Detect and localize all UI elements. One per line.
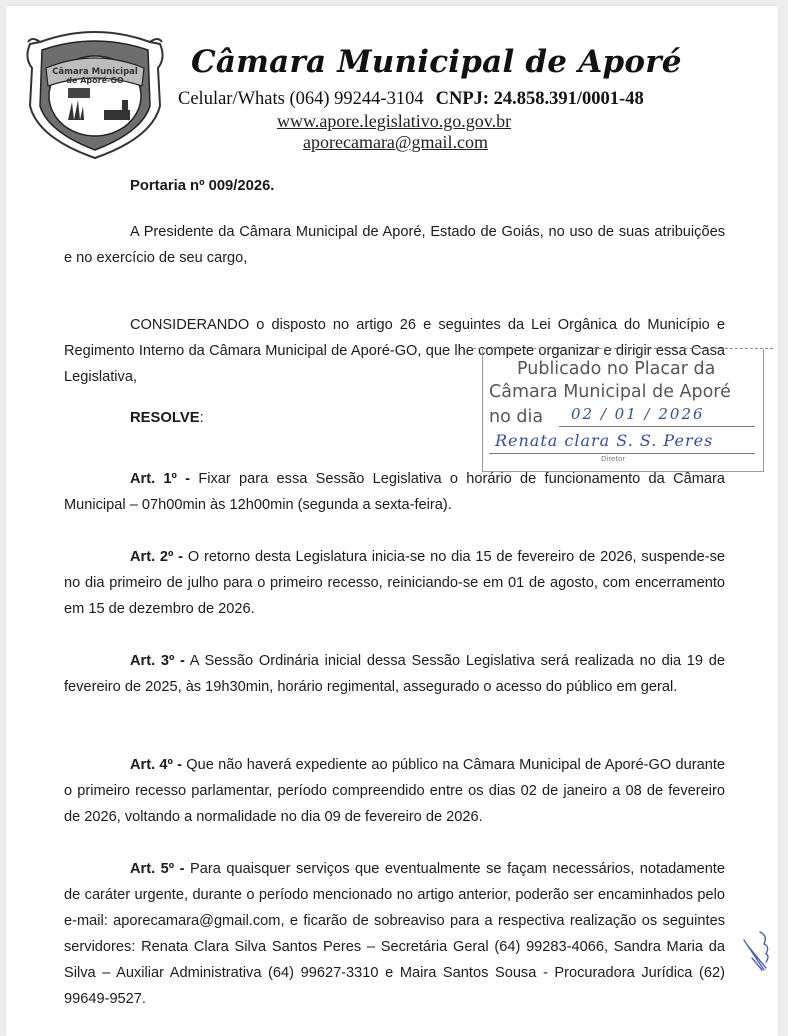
article-text: Para quaisquer serviços que eventualmente se façam necessários, notadamente de caráter urgente, durante o período mencionado no artigo anterior, poderão ser encaminhados pelo e-mail: aporecamara@gmail.com, e ficarão de sobreaviso para a respectiva realização os seguintes servidores: Renata Clara Silva Santos Peres – Secretária Geral (64) 99283-4066, Sandra Maria da Silva – Auxiliar Administrativa (64) 99627-3310 e Maira Santos Sousa - Procuradora Jurídica (62) 99649-9527. bbox=[64, 861, 725, 1007]
article-1 bbox=[64, 466, 725, 518]
stamp-top-border bbox=[473, 348, 773, 349]
stamp-line-3: no dia bbox=[489, 407, 544, 427]
article-label: Art. 3º - bbox=[130, 653, 185, 669]
stamp-signature: Renata clara S. S. Peres bbox=[495, 431, 714, 450]
article-2 bbox=[64, 544, 725, 622]
article-text: Que não haverá expediente ao público na Câmara Municipal de Aporé-GO durante o primeiro recesso parlamentar, período compreendido entre os dias 02 de janeiro a 08 de fevereiro de 2026, voltando a normalidade no dia 09 de fevereiro de 2026. bbox=[64, 757, 725, 825]
cnpj: CNPJ: 24.858.391/0001-48 bbox=[435, 89, 644, 109]
banner-text-2: de Aporé-GO bbox=[66, 76, 124, 85]
website-link[interactable]: www.apore.legislativo.go.gov.br bbox=[277, 111, 512, 131]
article-label: Art. 4º - bbox=[130, 757, 182, 773]
publication-stamp bbox=[482, 349, 764, 472]
document-page bbox=[6, 6, 778, 1036]
article-4 bbox=[64, 752, 725, 830]
article-text: A Sessão Ordinária inicial dessa Sessão Legislativa será realizada no dia 19 de fevereiro de 2025, às 19h30min, horário regimental, assegurado o acesso do público em geral. bbox=[64, 653, 725, 695]
stamp-date: 02 / 01 / 2026 bbox=[571, 405, 705, 423]
resolve-heading bbox=[130, 410, 204, 426]
phone-number: Celular/Whats (064) 99244-3104 bbox=[178, 89, 424, 109]
coat-of-arms-logo bbox=[20, 28, 170, 163]
resolve-colon: : bbox=[199, 410, 204, 426]
stamp-date-line bbox=[559, 426, 755, 427]
organization-title: Câmara Municipal de Aporé bbox=[191, 44, 682, 80]
stamp-line-2: Câmara Municipal de Aporé bbox=[489, 382, 731, 402]
article-text: Fixar para essa Sessão Legislativa o horário de funcionamento da Câmara Municipal – 07h00min às 12h00min (segunda a sexta-feira). bbox=[64, 471, 725, 513]
contact-line bbox=[178, 89, 644, 110]
document-title: Portaria nº 009/2026. bbox=[130, 178, 275, 194]
cow-icon bbox=[68, 88, 90, 98]
article-label: Art. 1º - bbox=[130, 471, 191, 487]
considerando-paragraph: CONSIDERANDO o disposto no artigo 26 e seguintes da Lei Orgânica do Município e Regimento Interno da Câmara Municipal de Aporé-GO, que lhe compete organizar e dirigir essa Casa Legislativa, bbox=[64, 317, 725, 385]
article-label: Art. 5º - bbox=[130, 861, 185, 877]
email-link[interactable]: aporecamara@gmail.com bbox=[303, 132, 488, 152]
stamp-role: Diretor bbox=[601, 455, 626, 463]
stamp-signature-line bbox=[489, 453, 755, 454]
banner-text-1: Câmara Municipal bbox=[52, 67, 138, 77]
article-5 bbox=[64, 856, 725, 1012]
article-text: O retorno desta Legislatura inicia-se no dia 15 de fevereiro de 2026, suspende-se no dia primeiro de julho para o primeiro recesso, reiniciando-se em 01 de agosto, com encerramento em 15 de dezembro de 2026. bbox=[64, 549, 725, 617]
article-label: Art. 2º - bbox=[130, 549, 184, 565]
handwritten-initials-icon bbox=[742, 924, 772, 974]
stamp-line-1: Publicado no Placar da bbox=[517, 359, 716, 379]
preamble-paragraph: A Presidente da Câmara Municipal de Aporé, Estado de Goiás, no uso de suas atribuições e no exercício de seu cargo, bbox=[64, 224, 725, 266]
resolve-label: RESOLVE bbox=[130, 410, 200, 426]
article-3 bbox=[64, 648, 725, 700]
